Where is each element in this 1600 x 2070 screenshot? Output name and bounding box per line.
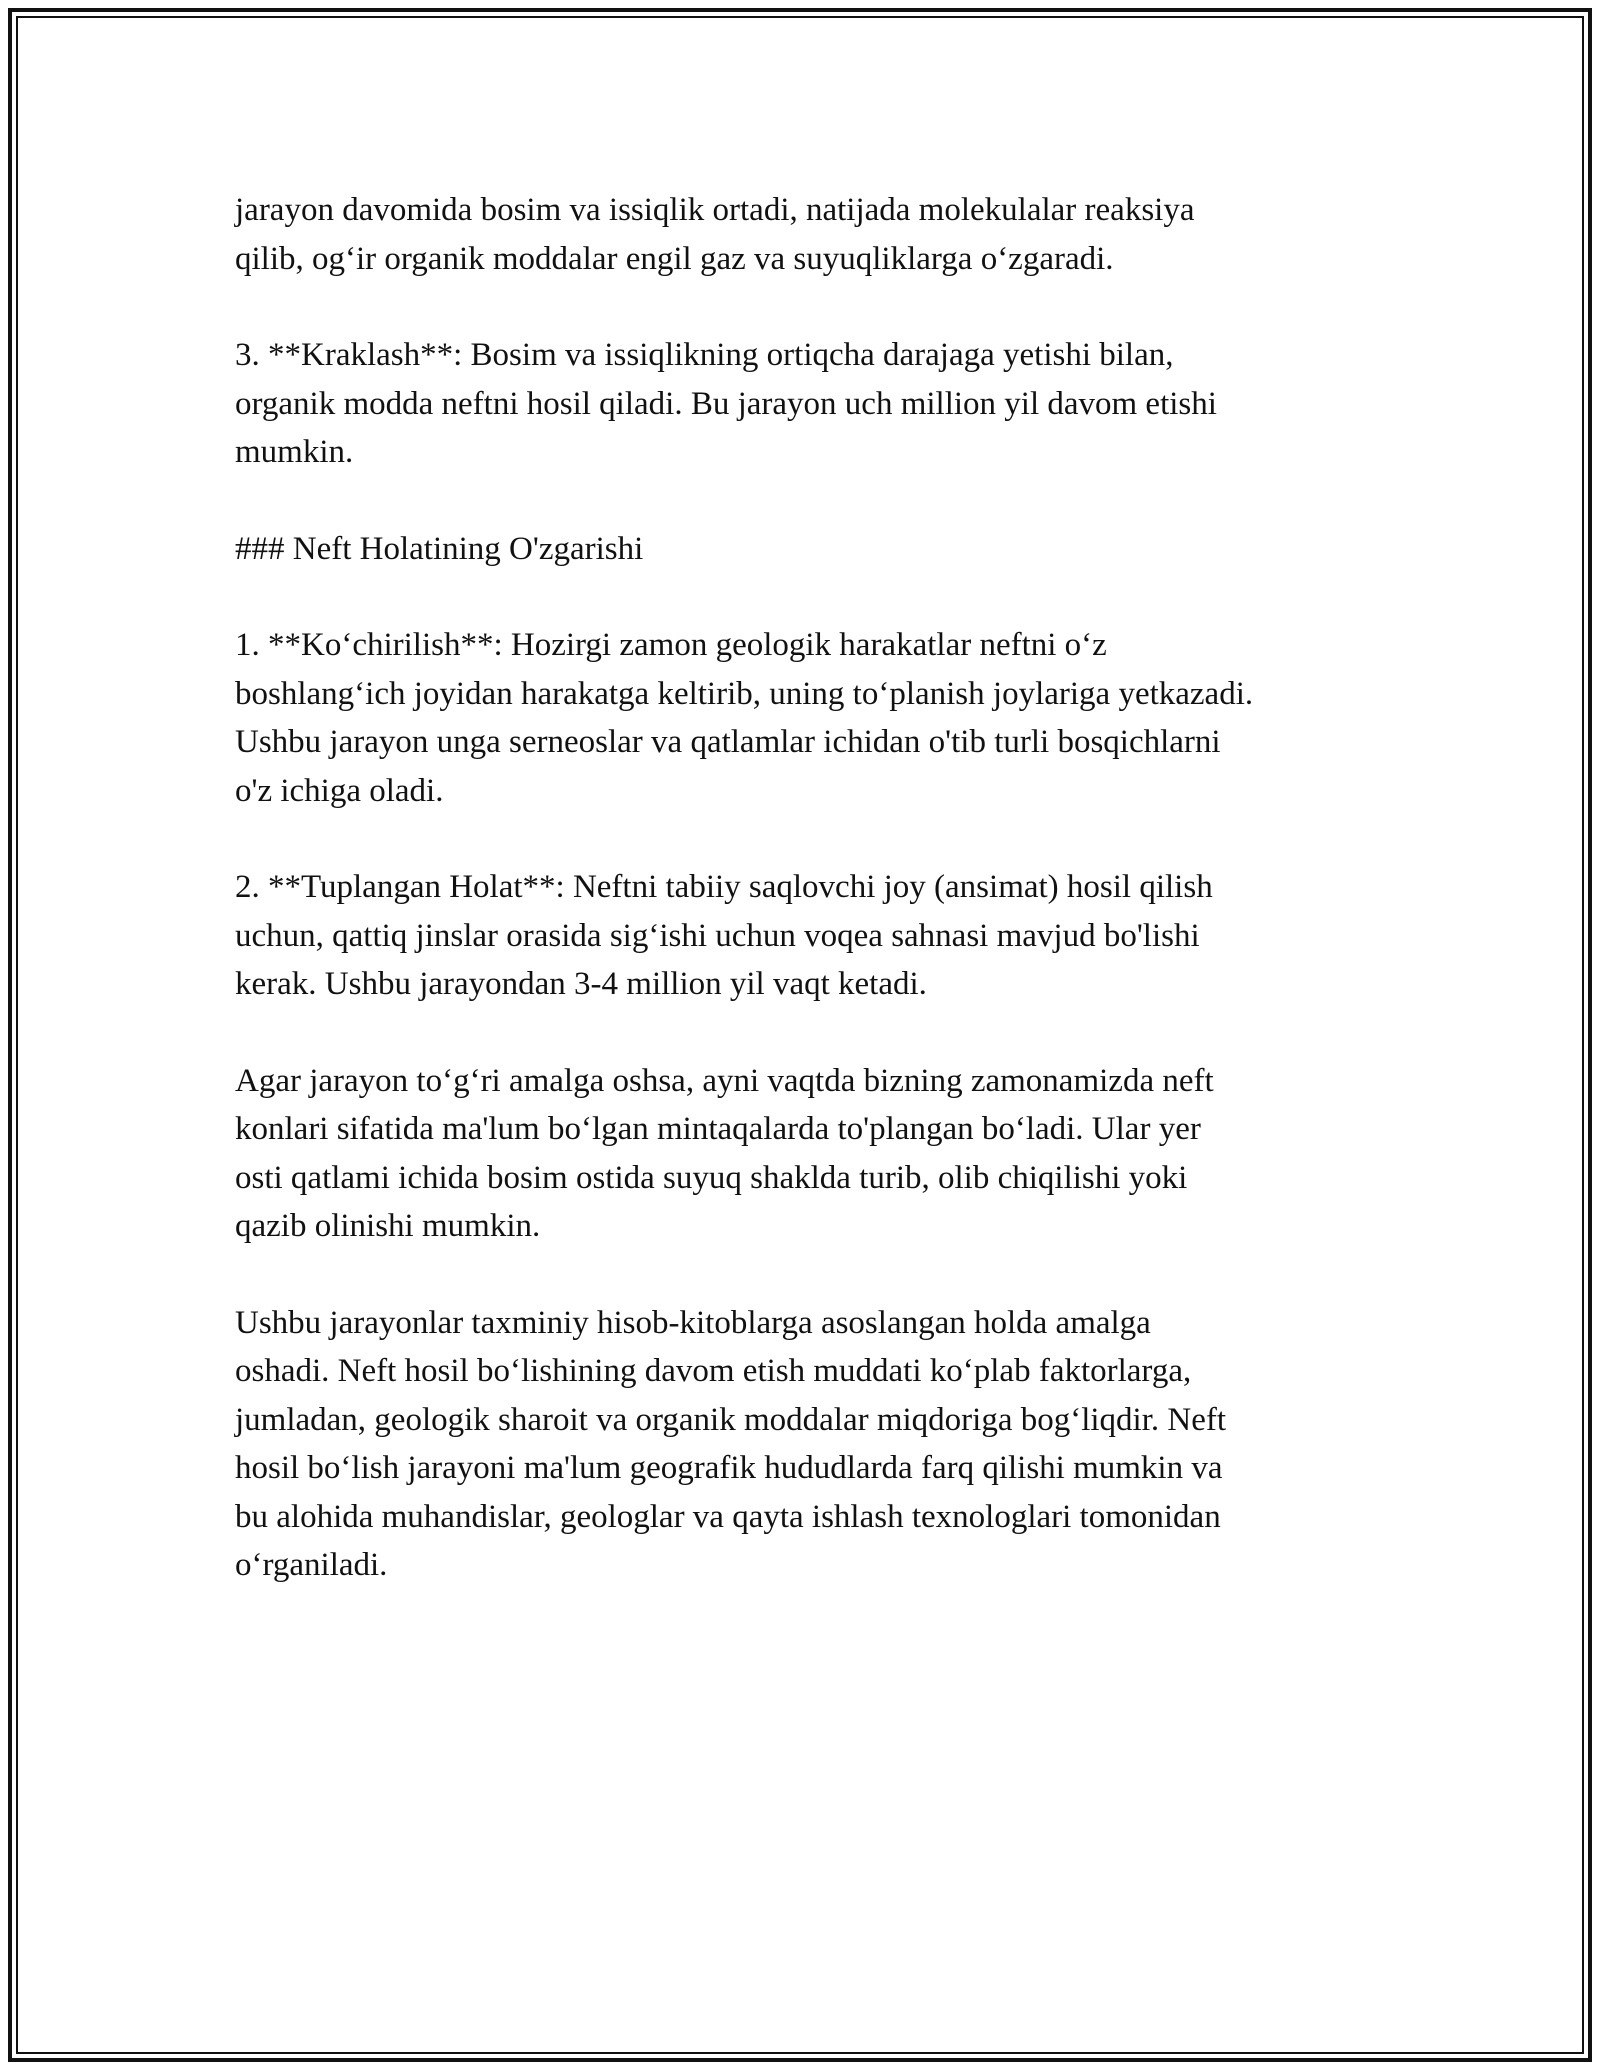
text-line: bu alohida muhandislar, geologlar va qayta ishlash texnologlari tomonidan — [235, 1498, 1221, 1535]
document-body — [235, 186, 1385, 1638]
text-line: oshadi. Neft hosil bo‘lishining davom etish muddati ko‘plab faktorlarga, — [235, 1353, 1192, 1389]
heading-text: ### Neft Holatining O'zgarishi — [235, 530, 644, 567]
section-heading — [235, 525, 1385, 574]
text-line: konlari sifatida ma'lum bo‘lgan mintaqalarda to'plangan bo‘ladi. Ular yer — [235, 1111, 1201, 1147]
text-line: Agar jarayon to‘g‘ri amalga oshsa, ayni vaqtda bizning zamonamizda neft — [235, 1062, 1214, 1099]
list-item-kraklash — [235, 331, 1385, 477]
paragraph-accumulation — [235, 1057, 1385, 1251]
text-line: kerak. Ushbu jarayondan 3-4 million yil vaqt ketadi. — [235, 966, 927, 1002]
text-line: Ushbu jarayon unga serneoslar va qatlamlar ichidan o'tib turli bosqichlarni — [235, 724, 1221, 760]
text-line: boshlang‘ich joyidan harakatga keltirib, uning to‘planish joylariga yetkazadi. — [235, 675, 1254, 712]
text-line: organik modda neftni hosil qiladi. Bu jarayon uch million yil davom etishi — [235, 385, 1217, 422]
text-line: mumkin. — [235, 434, 354, 470]
text-line: o‘rganiladi. — [235, 1547, 388, 1583]
text-line: 1. **Ko‘chirilish**: Hozirgi zamon geologik harakatlar neftni o‘z — [235, 627, 1107, 663]
text-line: jarayon davomida bosim va issiqlik ortadi, natijada molekulalar reaksiya — [235, 192, 1195, 228]
text-line: osti qatlami ichida bosim ostida suyuq shaklda turib, olib chiqilishi yoki — [235, 1159, 1188, 1196]
text-line: jumladan, geologik sharoit va organik moddalar miqdoriga bog‘liqdir. Neft — [235, 1401, 1227, 1438]
list-item-tuplangan-holat — [235, 863, 1385, 1009]
text-line: qazib olinishi mumkin. — [235, 1208, 541, 1244]
text-line: 3. **Kraklash**: Bosim va issiqlikning ortiqcha darajaga yetishi bilan, — [235, 337, 1174, 373]
text-line: o'z ichiga oladi. — [235, 772, 444, 809]
paragraph-conclusion — [235, 1299, 1385, 1590]
list-item-kochirilish — [235, 621, 1385, 815]
text-line: qilib, og‘ir organik moddalar engil gaz va suyuqliklarga o‘zgaradi. — [235, 240, 1114, 277]
text-line: 2. **Tuplangan Holat**: Neftni tabiiy saqlovchi joy (ansimat) hosil qilish — [235, 869, 1213, 905]
paragraph-reaction-continuation — [235, 186, 1385, 283]
text-line: hosil bo‘lish jarayoni ma'lum geografik hududlarda farq qilishi mumkin va — [235, 1450, 1223, 1486]
text-line: uchun, qattiq jinslar orasida sig‘ishi uchun voqea sahnasi mavjud bo'lishi — [235, 917, 1200, 954]
text-line: Ushbu jarayonlar taxminiy hisob-kitoblarga asoslangan holda amalga — [235, 1304, 1151, 1341]
